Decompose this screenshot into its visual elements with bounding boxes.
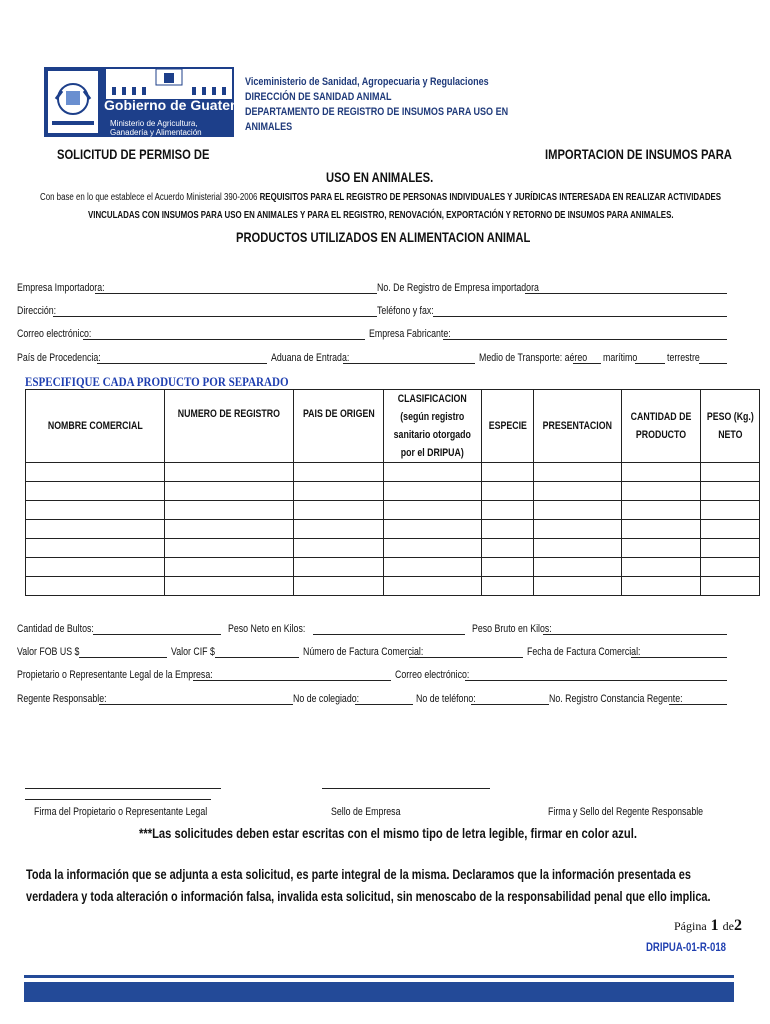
table-header-row — [26, 390, 760, 463]
header-direccion: DIRECCIÓN DE SANIDAD ANIMAL — [245, 91, 392, 103]
table-cell[interactable] — [533, 558, 621, 577]
specify-heading: ESPECIFIQUE CADA PRODUCTO POR SEPARADO — [25, 374, 289, 389]
header-especie: ESPECIE — [481, 390, 533, 463]
no-registro-field[interactable] — [525, 293, 727, 294]
table-cell[interactable] — [481, 463, 533, 482]
signature-label-propietario: Firma del Propietario o Representante Legal — [34, 806, 208, 818]
header-departamento: DEPARTAMENTO DE REGISTRO DE INSUMOS PARA USO EN — [245, 106, 509, 118]
header-presentacion: PRESENTACION — [533, 390, 621, 463]
table-cell[interactable] — [384, 482, 482, 501]
row-propietario — [17, 669, 727, 685]
table-cell[interactable] — [26, 463, 165, 482]
table-cell[interactable] — [165, 539, 294, 558]
intro-requisitos: REQUISITOS PARA EL REGISTRO DE PERSONAS INDIVIDUALES Y JURÍDICAS INTERESADA EN REALIZAR ACTIVIDADES — [259, 192, 722, 203]
signature-line-propietario[interactable] — [25, 799, 211, 800]
row-valores — [17, 646, 727, 662]
header-nombre-comercial: NOMBRE COMERCIAL — [26, 390, 165, 463]
table-cell[interactable] — [481, 482, 533, 501]
valor-cif-label: Valor CIF $ — [171, 646, 215, 658]
table-cell[interactable] — [621, 558, 700, 577]
pais-procedencia-label: País de Procedencia: — [17, 352, 101, 364]
header-clasificacion: CLASIFICACION (según registro sanitario otorgado por el DRIPUA) — [384, 390, 482, 463]
constancia-field[interactable] — [669, 704, 727, 705]
correo-bottom-label: Correo electrónico: — [395, 669, 470, 681]
signature-line-propietario-top[interactable] — [25, 788, 221, 789]
page-label: Página — [674, 919, 707, 933]
signature-label-regente: Firma y Sello del Regente Responsable — [548, 806, 704, 818]
table-cell[interactable] — [165, 501, 294, 520]
table-cell[interactable] — [533, 482, 621, 501]
page-number — [674, 917, 742, 935]
peso-bruto-label: Peso Bruto en Kilos: — [472, 623, 552, 635]
table-cell[interactable] — [533, 577, 621, 596]
table-cell[interactable] — [165, 558, 294, 577]
header-pais-origen: PAIS DE ORIGEN — [293, 390, 384, 463]
table-cell[interactable] — [621, 520, 700, 539]
page-de: de — [722, 919, 734, 933]
colegiado-label: No de colegiado: — [293, 693, 360, 705]
table-cell[interactable] — [621, 539, 700, 558]
header-numero-registro: NUMERO DE REGISTRO — [165, 390, 294, 463]
valor-fob-label: Valor FOB US $ — [17, 646, 80, 658]
table-cell[interactable] — [384, 501, 482, 520]
table-cell[interactable] — [481, 520, 533, 539]
table-cell[interactable] — [481, 577, 533, 596]
row-procedencia — [17, 352, 727, 368]
logo-ministerio-text: Ministerio de Agricultura, — [110, 119, 198, 128]
header-viceministerio: Viceministerio de Sanidad, Agropecuaria y Regulaciones — [245, 76, 489, 88]
valor-cif-field[interactable] — [215, 657, 299, 658]
table-cell[interactable] — [293, 482, 384, 501]
table-cell[interactable] — [700, 577, 760, 596]
propietario-field[interactable] — [193, 680, 391, 681]
medio-transporte-label: Medio de Transporte: aéreo — [479, 352, 588, 364]
table-cell[interactable] — [26, 520, 165, 539]
table-cell[interactable] — [481, 539, 533, 558]
gobierno-guatemala-logo — [44, 67, 262, 137]
intro-line-2: VINCULADAS CON INSUMOS PARA USO EN ANIMALES Y PARA EL REGISTRO, RENOVACIÓN, EXPORTACIÓN Y RETORNO DE INSUMOS PARA ANIMALES. — [88, 210, 674, 221]
table-cell[interactable] — [621, 501, 700, 520]
table-cell[interactable] — [384, 558, 482, 577]
table-cell[interactable] — [165, 463, 294, 482]
table-cell[interactable] — [700, 482, 760, 501]
table-cell[interactable] — [384, 520, 482, 539]
telefono-fax-field[interactable] — [433, 316, 727, 317]
table-cell[interactable] — [533, 501, 621, 520]
header-animales: ANIMALES — [245, 121, 293, 133]
correo-label: Correo electrónico: — [17, 328, 92, 340]
table-cell[interactable] — [26, 539, 165, 558]
peso-bruto-field[interactable] — [543, 634, 727, 635]
table-cell[interactable] — [165, 482, 294, 501]
declaration-line-2: verdadera y toda alteración o información falsa, invalida esta solicitud, sin menoscabo de la responsabilidad penal que ello implica. — [26, 888, 711, 904]
note-text: ***Las solicitudes deben estar escritas con el mismo tipo de letra legible, firmar en color azul. — [139, 825, 637, 841]
constancia-label: No. Registro Constancia Regente: — [549, 693, 683, 705]
row-correo — [17, 328, 727, 344]
empresa-fabricante-field[interactable] — [443, 339, 727, 340]
products-table — [25, 389, 760, 596]
no-registro-label: No. De Registro de Empresa importadora — [377, 282, 539, 294]
pais-procedencia-field[interactable] — [97, 363, 267, 364]
table-cell[interactable] — [621, 577, 700, 596]
footer-line — [24, 975, 734, 978]
table-row — [26, 558, 760, 577]
table-cell[interactable] — [481, 501, 533, 520]
table-cell[interactable] — [26, 577, 165, 596]
table-cell[interactable] — [165, 577, 294, 596]
table-cell[interactable] — [26, 558, 165, 577]
declaration-line-1: Toda la información que se adjunta a esta solicitud, es parte integral de la misma. Declaramos que la información presentada es — [26, 866, 691, 882]
palace-icon — [106, 69, 232, 99]
table-row — [26, 463, 760, 482]
aduana-field[interactable] — [343, 363, 475, 364]
table-cell[interactable] — [384, 577, 482, 596]
table-cell[interactable] — [700, 539, 760, 558]
table-row — [26, 520, 760, 539]
telefono-fax-label: Teléfono y fax: — [377, 305, 434, 317]
empresa-fabricante-label: Empresa Fabricante: — [369, 328, 451, 340]
regente-label: Regente Responsable: — [17, 693, 107, 705]
table-row — [26, 482, 760, 501]
fecha-factura-field[interactable] — [631, 657, 727, 658]
table-cell[interactable] — [384, 539, 482, 558]
header-peso: PESO (Kg.) NETO — [700, 390, 760, 463]
correo-bottom-field[interactable] — [465, 680, 727, 681]
document-code: DRIPUA-01-R-018 — [646, 940, 727, 954]
logo-gobierno-text: Gobierno de Guatemala — [104, 97, 262, 113]
title-left: SOLICITUD DE PERMISO DE — [57, 146, 210, 162]
table-row — [26, 539, 760, 558]
row-regente — [17, 693, 727, 709]
table-cell[interactable] — [621, 463, 700, 482]
intro-line-1 — [40, 192, 721, 203]
table-cell[interactable] — [533, 463, 621, 482]
cantidad-bultos-label: Cantidad de Bultos: — [17, 623, 94, 635]
propietario-label: Propietario o Representante Legal de la Empresa: — [17, 669, 213, 681]
signature-label-sello: Sello de Empresa — [331, 806, 401, 818]
signature-line-sello[interactable] — [322, 788, 490, 789]
maritimo-label: marítimo — [603, 352, 638, 364]
table-cell[interactable] — [700, 463, 760, 482]
table-cell[interactable] — [293, 520, 384, 539]
title-right: IMPORTACION DE INSUMOS PARA — [545, 146, 732, 162]
correo-field[interactable] — [83, 339, 365, 340]
title-center: USO EN ANIMALES. — [326, 169, 434, 185]
aduana-label: Aduana de Entrada: — [271, 352, 350, 364]
header-cantidad: CANTIDAD DE PRODUCTO — [621, 390, 700, 463]
telefono-bottom-field[interactable] — [471, 704, 549, 705]
direccion-field[interactable] — [53, 316, 377, 317]
table-cell[interactable] — [700, 558, 760, 577]
coat-of-arms-icon — [48, 71, 98, 133]
table-cell[interactable] — [481, 558, 533, 577]
cantidad-bultos-field[interactable] — [93, 634, 221, 635]
table-cell[interactable] — [165, 520, 294, 539]
table-cell[interactable] — [384, 463, 482, 482]
peso-neto-label: Peso Neto en Kilos: — [228, 623, 306, 635]
row-direccion — [17, 305, 727, 321]
telefono-bottom-label: No de teléfono: — [416, 693, 476, 705]
header-block — [245, 75, 566, 135]
row-empresa — [17, 282, 727, 298]
table-cell[interactable] — [26, 482, 165, 501]
fecha-factura-label: Fecha de Factura Comercial: — [527, 646, 641, 658]
subtitle: PRODUCTOS UTILIZADOS EN ALIMENTACION ANIMAL — [236, 229, 531, 245]
table-row — [26, 577, 760, 596]
direccion-label: Dirección: — [17, 305, 57, 317]
terrestre-label: terrestre — [667, 352, 700, 364]
table-cell[interactable] — [293, 577, 384, 596]
table-cell[interactable] — [26, 501, 165, 520]
page-total: 2 — [734, 917, 742, 934]
table-cell[interactable] — [700, 520, 760, 539]
table-cell[interactable] — [293, 463, 384, 482]
table-cell[interactable] — [700, 501, 760, 520]
table-cell[interactable] — [533, 520, 621, 539]
footer-bar — [24, 982, 734, 1002]
table-cell[interactable] — [293, 501, 384, 520]
terrestre-field[interactable] — [699, 363, 727, 364]
table-row — [26, 501, 760, 520]
regente-field[interactable] — [99, 704, 293, 705]
numero-factura-label: Número de Factura Comercial: — [303, 646, 424, 658]
aereo-field[interactable] — [573, 363, 601, 364]
row-bultos — [17, 623, 727, 639]
peso-neto-field[interactable] — [313, 634, 465, 635]
valor-fob-field[interactable] — [79, 657, 167, 658]
page-current: 1 — [710, 917, 719, 934]
logo-ministerio-text-2: Ganadería y Alimentación — [110, 128, 202, 137]
table-cell[interactable] — [533, 539, 621, 558]
intro-prefix: Con base en lo que establece el Acuerdo Ministerial 390-2006 — [40, 192, 260, 203]
table-cell[interactable] — [621, 482, 700, 501]
colegiado-field[interactable] — [355, 704, 413, 705]
table-cell[interactable] — [293, 539, 384, 558]
maritimo-field[interactable] — [635, 363, 665, 364]
table-cell[interactable] — [293, 558, 384, 577]
empresa-importadora-label: Empresa Importadora: — [17, 282, 105, 294]
empresa-importadora-field[interactable] — [95, 293, 377, 294]
numero-factura-field[interactable] — [409, 657, 523, 658]
